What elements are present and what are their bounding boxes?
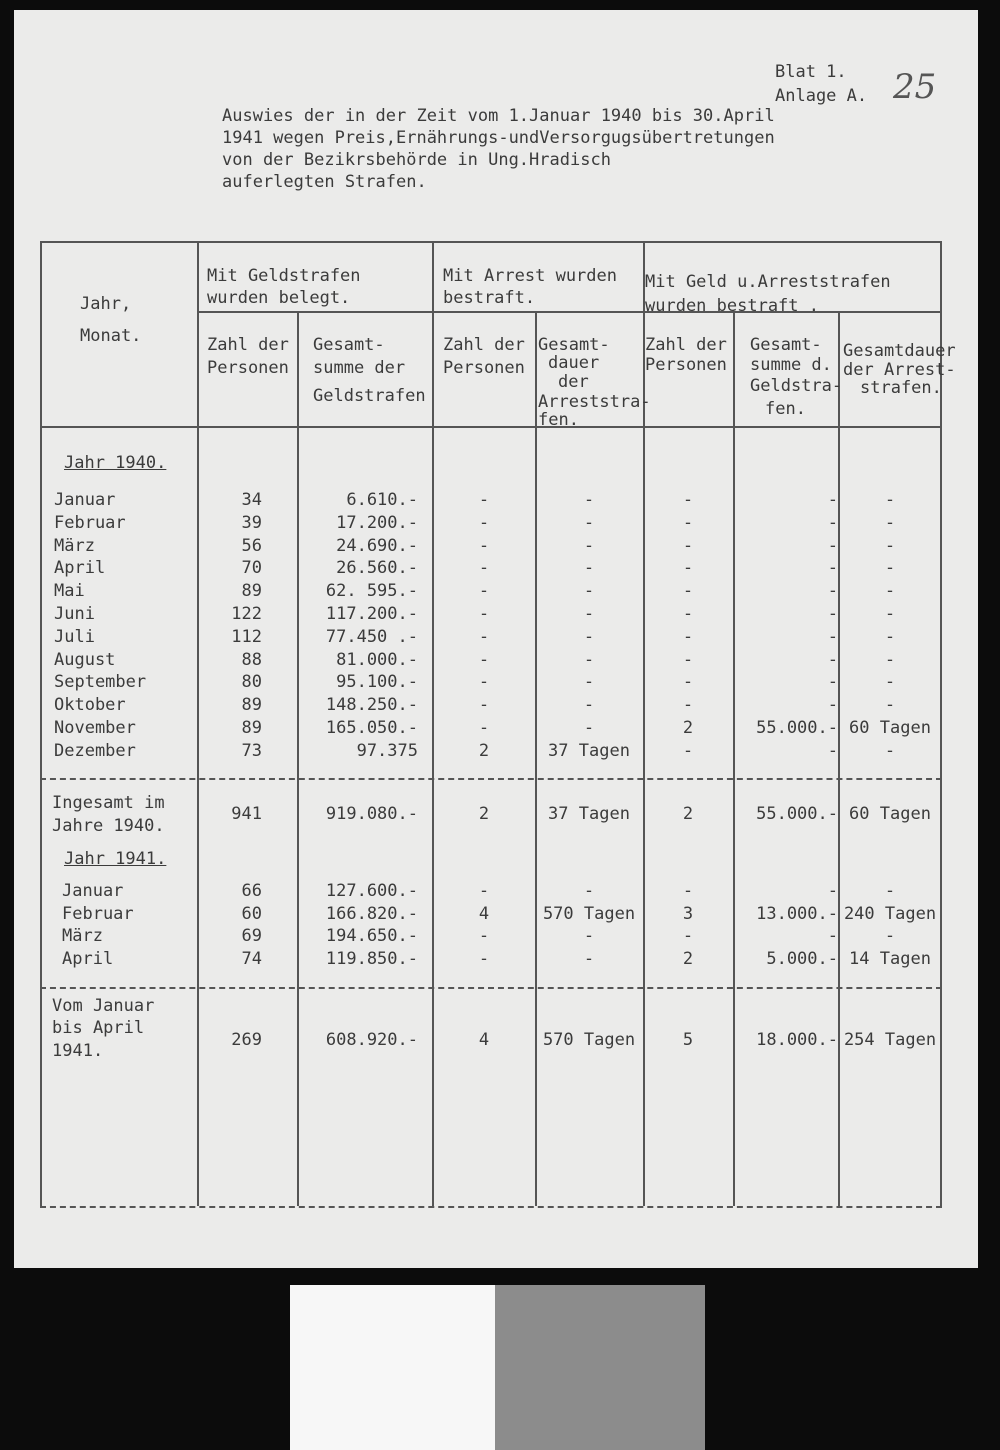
row-1941-cell: - (884, 926, 896, 946)
row-1940-cell: - (884, 558, 896, 579)
row-1940-cell: 70 (241, 558, 262, 579)
row-1940-cell: - (478, 649, 490, 670)
year-1941-heading: Jahr 1941. (64, 849, 167, 869)
row-1940-cell: 60 Tagen (849, 718, 931, 738)
row-1940-cell: - (884, 626, 896, 647)
total-1941-cell: 4 (478, 1030, 490, 1050)
row-1940-cell: - (682, 649, 694, 670)
row-1940-cell: - (682, 626, 694, 647)
row-1940-cell: - (827, 581, 838, 602)
row-1940-cell: - (827, 490, 838, 510)
row-1940-cell: - (583, 535, 595, 556)
row-1940-cell: 148.250.- (325, 695, 418, 716)
row-1940-cell: - (583, 558, 595, 579)
row-1940-cell: - (682, 604, 694, 624)
row-1941-cell: 2 (682, 948, 694, 969)
row-1940-month-label: November (54, 718, 136, 738)
sub-arrest-total-5: fen. (538, 410, 579, 430)
total-1940-cell: 37 Tagen (548, 804, 630, 824)
row-1940-cell: - (827, 740, 838, 761)
row-1940-month-label: September (54, 672, 147, 693)
row-1941-cell: - (827, 881, 838, 901)
row-1941-cell: - (583, 948, 595, 969)
row-1941-cell: - (583, 926, 595, 946)
row-1940-month-label: Oktober (54, 695, 126, 716)
sub-fine-count: Zahl der (207, 335, 289, 355)
row-1940-cell: 34 (241, 490, 262, 510)
row-1940-cell: - (827, 649, 838, 670)
total-1941-label-2: bis April (52, 1018, 145, 1038)
sub-both-arrest-3: strafen. (860, 378, 942, 398)
row-1940-cell: - (884, 581, 896, 602)
total-1941-label: Vom Januar (52, 996, 155, 1016)
row-1940-month-label: August (54, 649, 116, 670)
row-1940-cell: - (583, 512, 595, 533)
total-1940-label: Ingesamt im (52, 793, 165, 813)
row-1940-month-label: Februar (54, 512, 126, 533)
sub-arrest-count: Zahl der (443, 335, 525, 355)
sub-fine-total-3: Geldstrafen (313, 386, 426, 406)
row-1941-cell: 69 (241, 926, 262, 946)
sub-fine-total-2: summe der (313, 358, 406, 378)
group-header-both-2: wurden bestraft . (645, 296, 819, 316)
row-1940-cell: - (884, 695, 896, 716)
sub-fine-total: Gesamt- (313, 335, 385, 355)
total-1940-cell: 2 (478, 804, 490, 824)
row-1940-cell: - (884, 535, 896, 556)
white-swatch (290, 1285, 495, 1450)
row-1940-cell: - (478, 558, 490, 579)
sub-arrest-count-2: Personen (443, 358, 525, 378)
row-1941-cell: - (682, 926, 694, 946)
total-1941-label-3: 1941. (52, 1041, 104, 1061)
group-header-arrest-2: bestraft. (443, 288, 536, 308)
row-1940-cell: 2 (682, 718, 694, 738)
row-1940-cell: 80 (241, 672, 262, 693)
sub-fine-count-2: Personen (207, 358, 289, 378)
row-1941-cell: - (478, 881, 490, 901)
row-1940-cell: - (478, 604, 490, 624)
row-1941-cell: 166.820.- (325, 903, 418, 924)
row-1940-cell: 17.200.- (336, 512, 418, 533)
row-1941-cell: - (682, 881, 694, 901)
row-1940-cell: 165.050.- (325, 718, 418, 738)
total-1941-cell: 570 Tagen (542, 1030, 636, 1050)
gray-swatch (495, 1285, 705, 1450)
row-1940-cell: - (478, 512, 490, 533)
row-1941-cell: - (583, 881, 595, 901)
row-1940-cell: - (884, 604, 896, 624)
row-1941-month-label: April (62, 948, 114, 969)
total-1941-cell: 5 (682, 1030, 694, 1050)
group-header-arrest: Mit Arrest wurden (443, 266, 617, 286)
row-1940-cell: 122 (231, 604, 262, 624)
total-1940-cell: 60 Tagen (849, 804, 931, 824)
row-1941-cell: 127.600.- (325, 881, 418, 901)
row-1940-cell: - (884, 672, 896, 693)
row-1940-month-label: Juli (54, 626, 95, 647)
row-1940-cell: 55.000.- (756, 718, 838, 738)
row-1940-month-label: Januar (54, 490, 116, 510)
row-1941-cell: 3 (682, 903, 694, 924)
row-1940-cell: - (884, 490, 896, 510)
row-1940-cell: - (583, 672, 595, 693)
row-1940-cell: - (827, 626, 838, 647)
row-1941-cell: - (478, 926, 490, 946)
total-1941-cell: 269 (231, 1030, 262, 1050)
row-1940-cell: - (682, 490, 694, 510)
sub-arrest-total-4: Arreststra- (538, 392, 651, 412)
row-1940-cell: - (583, 649, 595, 670)
row-1941-cell: 5.000.- (766, 948, 838, 969)
row-1940-cell: 89 (241, 581, 262, 602)
row-1941-cell: 119.850.- (325, 948, 418, 969)
row-1941-cell: 66 (241, 881, 262, 901)
row-1940-cell: 97.375 (356, 740, 418, 761)
sub-both-arrest-2: der Arrest- (843, 360, 956, 380)
row-1941-cell: 4 (478, 903, 490, 924)
row-1940-cell: - (682, 695, 694, 716)
row-1940-cell: - (682, 535, 694, 556)
row-1940-cell: - (827, 604, 838, 624)
row-1941-cell: 570 Tagen (542, 903, 636, 924)
sub-both-count: Zahl der (645, 335, 727, 355)
title-line-4: auferlegten Strafen. (222, 172, 427, 192)
row-1941-cell: 74 (241, 948, 262, 969)
sub-both-arrest: Gesamtdauer (843, 341, 956, 361)
sub-both-fine-2: summe d. (750, 355, 832, 375)
row-1940-cell: 88 (241, 649, 262, 670)
row-1940-cell: - (682, 672, 694, 693)
row-1940-cell: 56 (241, 535, 262, 556)
row-1941-month-label: März (62, 926, 103, 946)
row-1940-cell: - (884, 740, 896, 761)
row-1940-cell: 117.200.- (325, 604, 418, 624)
column-header-month: Monat. (80, 326, 142, 346)
sub-arrest-total-3: der (558, 372, 589, 392)
total-1940-label-2: Jahre 1940. (52, 816, 165, 836)
row-1940-cell: 89 (241, 695, 262, 716)
year-1940-heading: Jahr 1940. (64, 453, 167, 473)
row-1940-cell: - (827, 558, 838, 579)
title-line-3: von der Bezikrsbehörde in Ung.Hradisch (222, 150, 611, 170)
row-1940-cell: - (478, 490, 490, 510)
sub-both-count-2: Personen (645, 355, 727, 375)
row-1940-cell: - (682, 740, 694, 761)
row-1940-month-label: Juni (54, 604, 95, 624)
total-1940-cell: 919.080.- (325, 804, 418, 824)
row-1940-cell: - (583, 604, 595, 624)
row-1940-month-label: März (54, 535, 95, 556)
row-1940-cell: 26.560.- (336, 558, 418, 579)
total-1940-cell: 941 (231, 804, 262, 824)
handwritten-folio: 25 (893, 67, 937, 107)
total-1941-cell: 254 Tagen (843, 1030, 937, 1050)
column-header-year: Jahr, (80, 294, 132, 314)
row-1940-cell: 73 (241, 740, 262, 761)
row-1941-cell: - (884, 881, 896, 901)
row-1940-cell: 77.450 .- (325, 626, 418, 647)
row-1940-cell: - (583, 490, 595, 510)
row-1941-month-label: Februar (62, 903, 134, 924)
group-header-fine-2: wurden belegt. (207, 288, 351, 308)
sub-both-fine: Gesamt- (750, 335, 822, 355)
row-1940-cell: - (478, 626, 490, 647)
row-1940-cell: - (478, 581, 490, 602)
row-1940-cell: 81.000.- (336, 649, 418, 670)
row-1940-cell: - (583, 695, 595, 716)
row-1940-cell: 112 (231, 626, 262, 647)
total-1940-cell: 2 (682, 804, 694, 824)
group-header-both: Mit Geld u.Arreststrafen (645, 272, 891, 292)
page-number: Blat 1. (775, 62, 847, 82)
row-1940-cell: - (478, 672, 490, 693)
row-1940-cell: 39 (241, 512, 262, 533)
sub-arrest-total: Gesamt- (538, 335, 610, 355)
row-1941-cell: - (827, 926, 838, 946)
row-1940-cell: - (478, 718, 490, 738)
row-1940-cell: 6.610.- (346, 490, 418, 510)
row-1940-cell: - (478, 695, 490, 716)
row-1941-cell: 13.000.- (756, 903, 838, 924)
row-1940-cell: - (583, 718, 595, 738)
row-1940-cell: 89 (241, 718, 262, 738)
row-1940-month-label: Mai (54, 581, 85, 602)
total-1940-cell: 55.000.- (756, 804, 838, 824)
row-1940-cell: 95.100.- (336, 672, 418, 693)
row-1940-cell: - (827, 672, 838, 693)
row-1940-cell: - (884, 649, 896, 670)
row-1941-cell: 240 Tagen (843, 903, 937, 924)
row-1940-month-label: April (54, 558, 106, 579)
row-1940-cell: 62. 595.- (325, 581, 418, 602)
row-1940-cell: - (827, 535, 838, 556)
row-1941-cell: 60 (241, 903, 262, 924)
title-line-1: Auswies der in der Zeit vom 1.Januar 1940 bis 30.April (222, 106, 775, 126)
sub-both-fine-3: Geldstra- (750, 376, 843, 396)
row-1940-cell: 24.690.- (336, 535, 418, 556)
total-1941-cell: 18.000.- (756, 1030, 838, 1050)
row-1941-cell: 14 Tagen (849, 948, 931, 969)
row-1940-cell: - (583, 581, 595, 602)
row-1940-cell: - (827, 512, 838, 533)
total-1941-cell: 608.920.- (325, 1030, 418, 1050)
row-1940-cell: 2 (478, 740, 490, 761)
sub-arrest-total-2: dauer (548, 353, 600, 373)
row-1940-cell: - (682, 512, 694, 533)
row-1940-cell: - (827, 695, 838, 716)
row-1940-month-label: Dezember (54, 740, 136, 761)
row-1941-month-label: Januar (62, 881, 124, 901)
sub-both-fine-4: fen. (765, 399, 806, 419)
row-1940-cell: - (884, 512, 896, 533)
annex-label: Anlage A. (775, 86, 868, 106)
group-header-fine: Mit Geldstrafen (207, 266, 361, 286)
row-1940-cell: - (583, 626, 595, 647)
row-1941-cell: - (478, 948, 490, 969)
row-1941-cell: 194.650.- (325, 926, 418, 946)
row-1940-cell: 37 Tagen (548, 740, 630, 761)
title-line-2: 1941 wegen Preis,Ernährungs-undVersorgugsübertretungen (222, 128, 775, 148)
row-1940-cell: - (478, 535, 490, 556)
row-1940-cell: - (682, 558, 694, 579)
row-1940-cell: - (682, 581, 694, 602)
